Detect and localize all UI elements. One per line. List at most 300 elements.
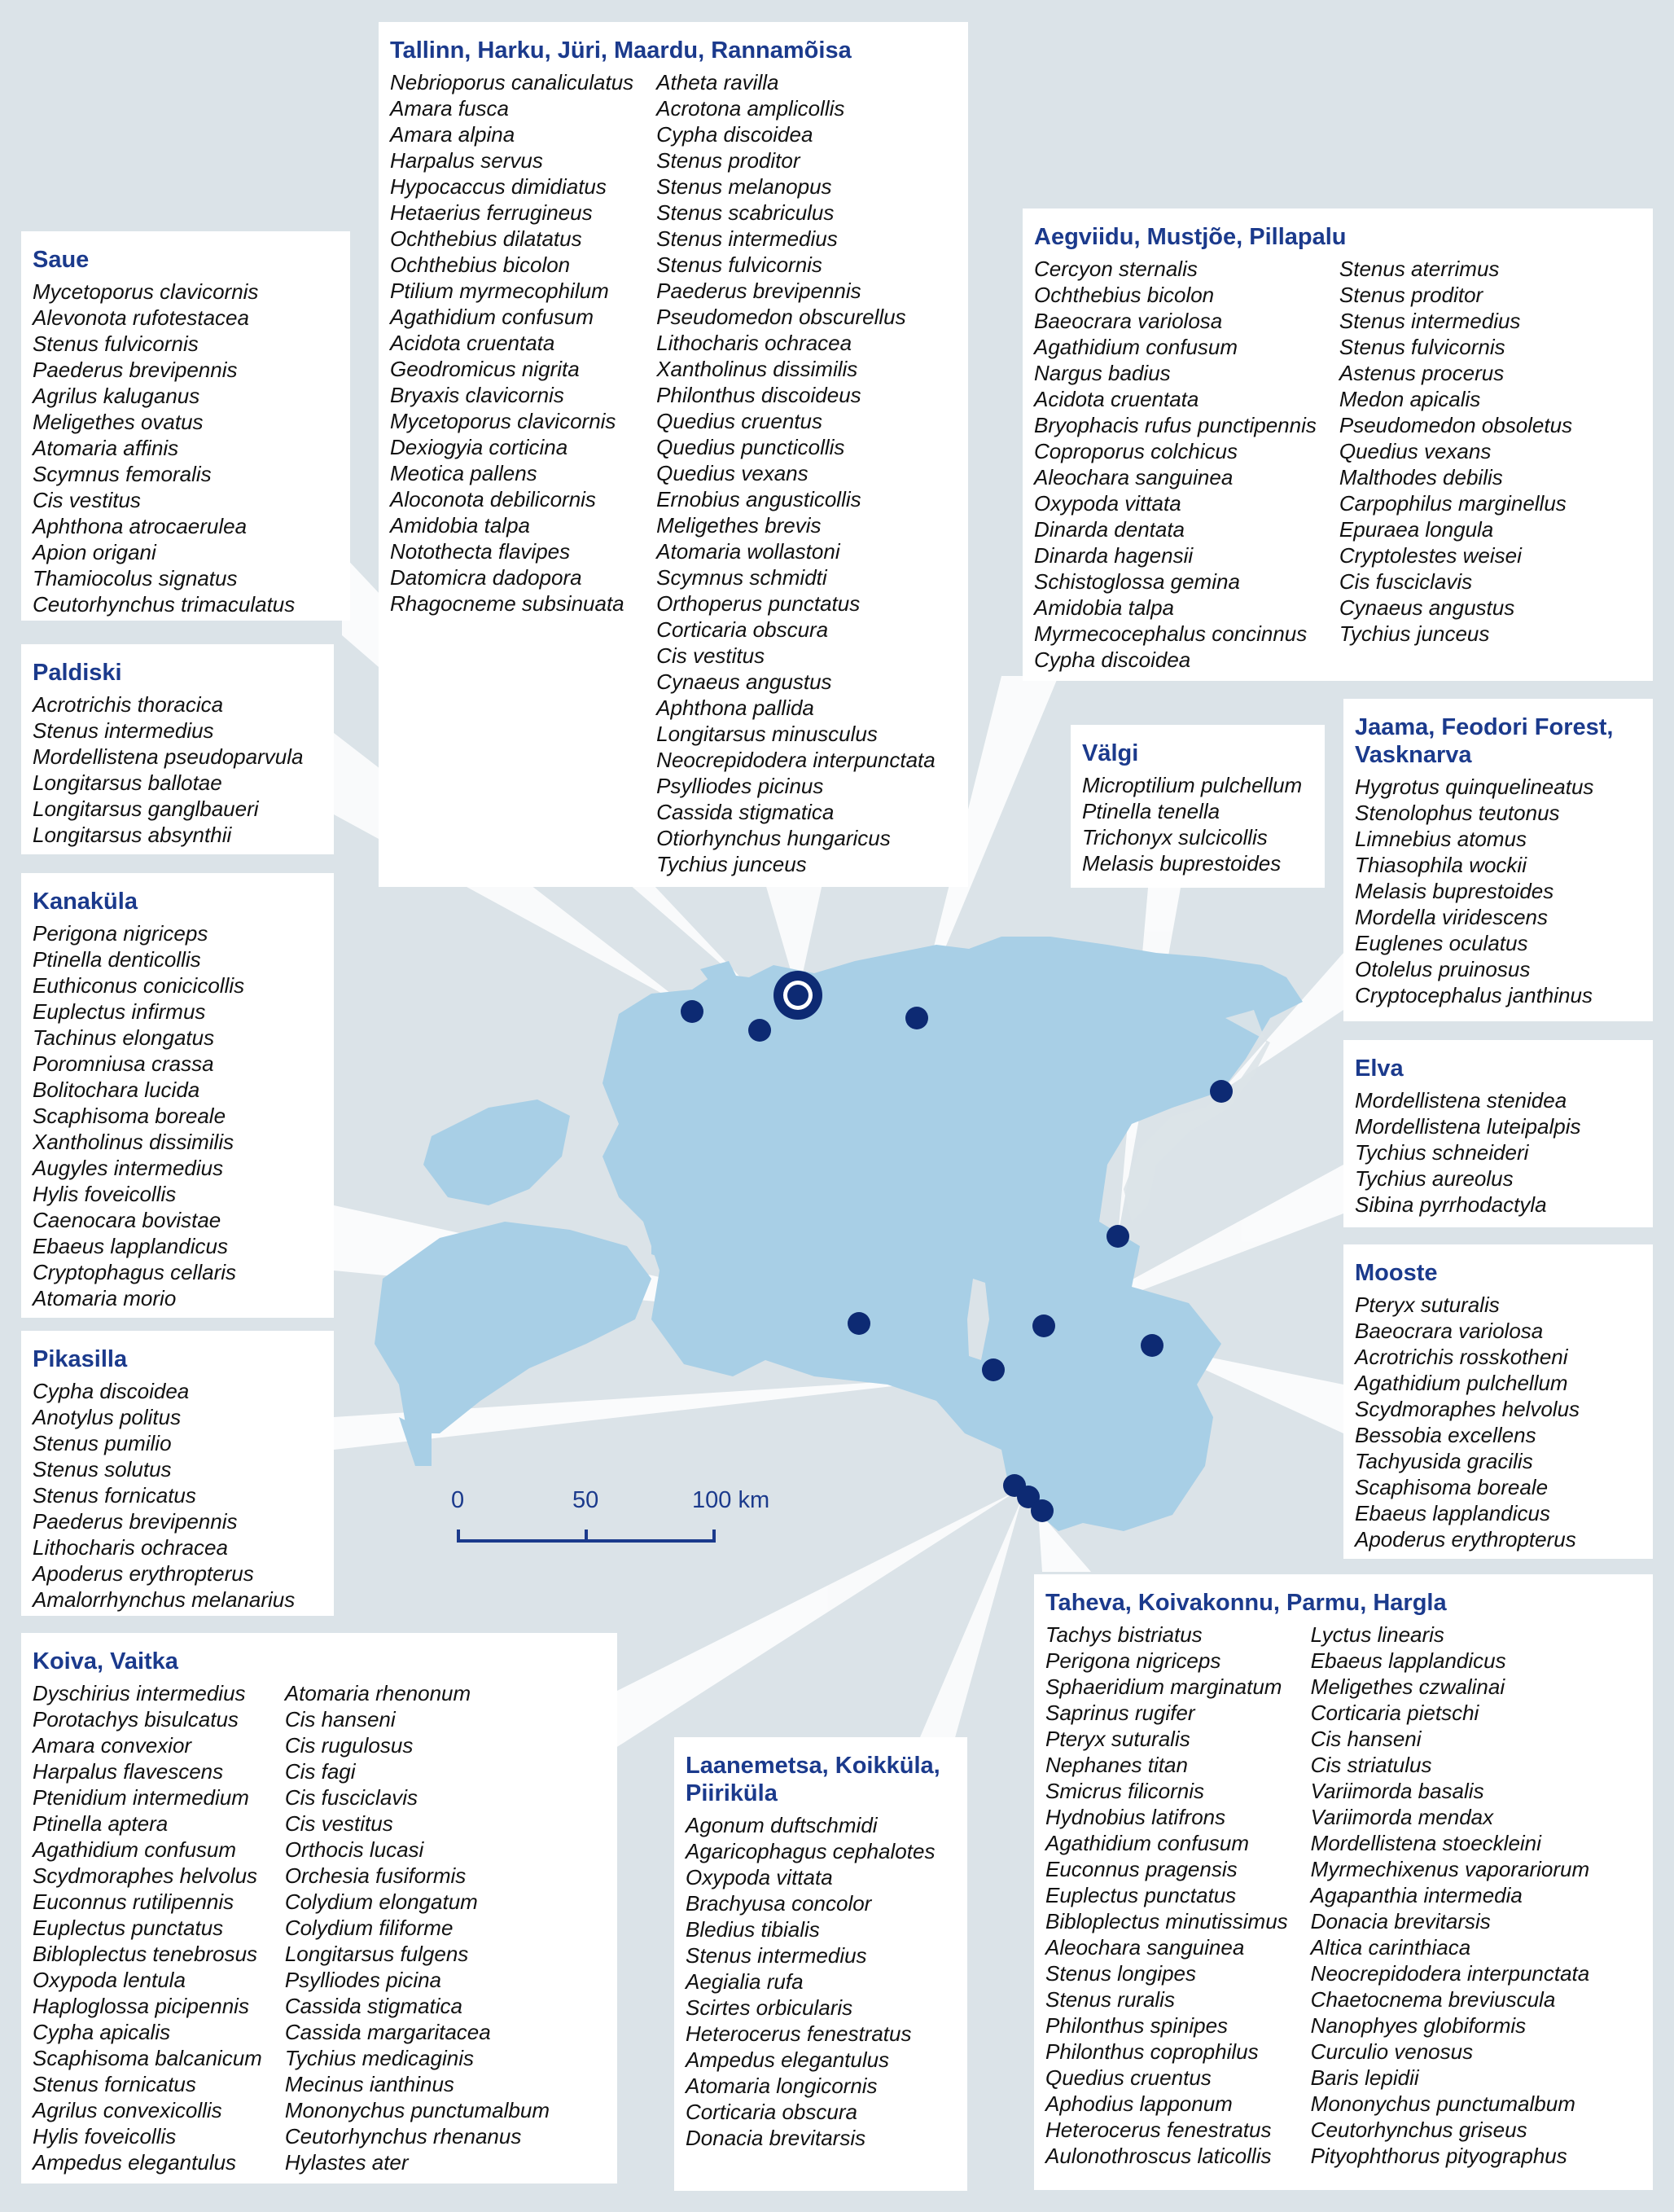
species-name: Acrotrichis thoracica (33, 692, 224, 717)
species-name: Amidobia talpa (1034, 595, 1174, 620)
species-columns (1355, 1087, 1641, 1218)
species-name: Mononychus punctumalbum (1310, 2091, 1575, 2116)
site-title: Koiva, Vaitka (33, 1648, 178, 1674)
hiiumaa-island (423, 1099, 570, 1205)
site-box-tallinn (379, 22, 968, 887)
species-name: Aleochara sanguinea (1045, 1935, 1245, 1960)
species-name: Mycetoporus clavicornis (390, 409, 616, 433)
species-name: Bessobia excellens (1355, 1423, 1536, 1447)
species-name: Stenus ruralis (1045, 1987, 1175, 2012)
site-title: Pikasilla (33, 1346, 128, 1372)
species-name: Pseudomedon obsoletus (1339, 413, 1573, 437)
species-name: Philonthus spinipes (1045, 2013, 1229, 2038)
species-column (1034, 256, 1317, 673)
marker-pikasilla[interactable] (982, 1358, 1005, 1381)
species-name: Acidota cruentata (390, 331, 555, 355)
species-name: Bibloplectus minutissimus (1045, 1909, 1288, 1933)
species-name: Atomaria wollastoni (656, 539, 840, 564)
species-name: Agaricophagus cephalotes (686, 1839, 936, 1863)
species-name: Apion origani (33, 540, 156, 564)
species-name: Amidobia talpa (390, 513, 530, 538)
species-name: Bryophacis rufus punctipennis (1034, 413, 1317, 437)
species-name: Cassida margaritacea (284, 2020, 491, 2044)
species-name: Hetaerius ferrugineus (390, 200, 593, 225)
site-title: Kanaküla (33, 889, 138, 915)
species-name: Acrotona amplicollis (656, 96, 845, 121)
species-name: Cypha discoidea (656, 122, 813, 147)
species-name: Ampedus elegantulus (686, 2047, 890, 2072)
species-name: Cis hanseni (1310, 1727, 1422, 1751)
species-name: Dexiogyia corticina (390, 435, 568, 459)
species-name: Paederus brevipennis (33, 1509, 238, 1534)
species-name: Euplectus infirmus (33, 999, 206, 1024)
marker-kanakula[interactable] (848, 1312, 870, 1335)
species-name: Perigona nigriceps (1045, 1648, 1221, 1673)
species-columns (33, 1378, 322, 1613)
species-name: Apoderus erythropterus (33, 1561, 254, 1586)
species-name: Cynaeus angustus (1339, 595, 1515, 620)
species-name: Orchesia fusiformis (284, 1863, 467, 1888)
marker-aegviidu[interactable] (905, 1007, 928, 1029)
species-name: Saprinus rugifer (1045, 1701, 1195, 1725)
species-name: Donacia brevitarsis (686, 2126, 866, 2150)
site-box-kanakula (21, 873, 334, 1318)
species-name: Notothecta flavipes (390, 539, 571, 564)
species-name: Euplectus punctatus (1045, 1883, 1237, 1907)
species-name: Ebaeus lapplandicus (1310, 1648, 1506, 1673)
scale-label-100km: 100 km (692, 1487, 770, 1513)
species-name: Donacia brevitarsis (1310, 1909, 1491, 1933)
site-box-pikasilla (21, 1331, 334, 1616)
species-name: Tychius schneideri (1355, 1140, 1529, 1165)
species-name: Atomaria affinis (33, 436, 179, 460)
species-name: Cis fagi (284, 1759, 356, 1784)
species-column (1355, 1292, 1580, 1552)
species-name: Longitarsus ganglbaueri (33, 797, 259, 821)
species-name: Hylis foveicollis (33, 2124, 177, 2148)
species-name: Acrotrichis rosskotheni (1355, 1345, 1568, 1369)
species-column (656, 69, 936, 877)
species-name: Agonum duftschmidi (686, 1813, 878, 1837)
species-name: Meligethes brevis (656, 513, 822, 538)
species-columns (1082, 772, 1313, 876)
species-name: Cryptophagus cellaris (33, 1260, 237, 1284)
species-column (1355, 774, 1593, 1008)
species-name: Stenus fulvicornis (33, 331, 199, 356)
species-name: Anotylus politus (33, 1405, 182, 1429)
site-box-koiva (21, 1633, 617, 2183)
species-name: Quedius puncticollis (656, 435, 845, 459)
species-name: Hylis foveicollis (33, 1182, 177, 1206)
species-name: Agathidium confusum (390, 305, 594, 329)
species-column (33, 920, 244, 1311)
species-column (1045, 1622, 1288, 2169)
species-name: Brachyusa concolor (686, 1891, 872, 1916)
species-name: Heterocerus fenestratus (1045, 2118, 1272, 2142)
species-name: Thiasophila wockii (1355, 853, 1527, 877)
species-name: Baeocrara variolosa (1355, 1319, 1544, 1343)
species-name: Tychius medicaginis (284, 2046, 474, 2070)
species-name: Ptinella denticollis (33, 947, 201, 972)
species-name: Ebaeus lapplandicus (1355, 1501, 1550, 1525)
species-name: Harpalus flavescens (33, 1759, 224, 1784)
species-name: Agrilus convexicollis (33, 2098, 222, 2122)
scale-bar (458, 1530, 714, 1543)
species-name: Stenus intermedius (33, 718, 214, 743)
species-name: Stenus proditor (656, 148, 800, 173)
species-name: Oxypoda vittata (686, 1865, 833, 1889)
species-name: Dinarda hagensii (1034, 543, 1194, 568)
species-name: Melasis buprestoides (1355, 879, 1554, 903)
species-name: Philonthus discoideus (656, 383, 861, 407)
species-name: Harpalus servus (390, 148, 543, 173)
site-title: Paldiski (33, 660, 122, 686)
mainland (603, 937, 1303, 1531)
species-columns (33, 691, 322, 848)
species-name: Agathidium confusum (33, 1837, 237, 1862)
species-name: Limnebius atomus (1355, 827, 1527, 851)
species-name: Baeocrara variolosa (1034, 309, 1223, 333)
species-name: Quedius cruentus (656, 409, 822, 433)
species-name: Longitarsus minusculus (656, 722, 878, 746)
site-box-aegviidu (1023, 208, 1653, 681)
species-name: Cassida stigmatica (284, 1994, 463, 2018)
species-columns (1355, 774, 1641, 1008)
species-name: Paederus brevipennis (656, 279, 861, 303)
species-name: Euconnus rutilipennis (33, 1889, 234, 1914)
species-name: Porotachys bisulcatus (33, 1707, 239, 1731)
species-columns (686, 1812, 956, 2151)
species-name: Agathidium confusum (1045, 1831, 1250, 1855)
species-name: Datomicra dadopora (390, 565, 582, 590)
species-name: Atheta ravilla (656, 70, 779, 94)
species-name: Corticaria pietschi (1310, 1701, 1479, 1725)
species-name: Dinarda dentata (1034, 517, 1185, 542)
species-name: Aphthona pallida (656, 696, 814, 720)
species-name: Cassida stigmatica (656, 800, 835, 824)
species-columns (1034, 256, 1641, 673)
site-title: Elva (1355, 1056, 1404, 1082)
species-name: Tachinus elongatus (33, 1025, 215, 1050)
species-name: Myrmecocephalus concinnus (1034, 621, 1308, 646)
species-name: Oxypoda vittata (1034, 491, 1181, 516)
species-name: Stenus solutus (33, 1457, 172, 1481)
species-column (1311, 1622, 1590, 2169)
species-name: Amara alpina (390, 122, 515, 147)
species-name: Xantholinus dissimilis (656, 357, 858, 381)
species-name: Euconnus pragensis (1045, 1857, 1238, 1881)
species-name: Rhagocneme subsinuata (390, 591, 624, 616)
species-name: Hygrotus quinquelineatus (1355, 775, 1594, 799)
species-name: Philonthus coprophilus (1045, 2039, 1259, 2064)
species-name: Ochthebius bicolon (390, 252, 571, 277)
species-columns (33, 279, 339, 617)
site-title: Saue (33, 247, 90, 273)
species-name: Alevonota rufotestacea (33, 305, 249, 330)
species-name: Quedius cruentus (1045, 2065, 1212, 2090)
species-name: Scaphisoma balcanicum (33, 2046, 262, 2070)
species-name: Cercyon sternalis (1034, 257, 1198, 281)
species-name: Scymnus schmidti (656, 565, 827, 590)
marker-tallinn-center (787, 985, 809, 1006)
species-name: Cis vestitus (284, 1811, 393, 1836)
species-column (390, 69, 633, 877)
species-name: Cryptolestes weisei (1339, 543, 1522, 568)
species-name: Psylliodes picinus (656, 774, 824, 798)
species-name: Agathidium pulchellum (1355, 1371, 1568, 1395)
species-name: Colydium filiforme (284, 1916, 454, 1940)
estonia-landmass (375, 937, 1303, 1531)
species-name: Cypha discoidea (33, 1379, 190, 1403)
species-name: Stenus aterrimus (1339, 257, 1500, 281)
species-name: Amara fusca (390, 96, 509, 121)
site-title: Tallinn, Harku, Jüri, Maardu, Rannamõisa (390, 37, 852, 64)
species-name: Melasis buprestoides (1082, 851, 1282, 876)
species-name: Neocrepidodera interpunctata (1310, 1961, 1590, 1986)
species-name: Myrmechixenus vaporariorum (1310, 1857, 1590, 1881)
species-name: Cis fusciclavis (1339, 569, 1473, 594)
species-name: Hydnobius latifrons (1045, 1805, 1226, 1829)
species-name: Mordella viridescens (1355, 905, 1548, 929)
species-name: Quedius vexans (1339, 439, 1492, 463)
species-name: Tachyusida gracilis (1355, 1449, 1533, 1473)
species-name: Ptinella aptera (33, 1811, 169, 1836)
species-name: Atomaria rhenonum (284, 1681, 471, 1705)
species-name: Scydmoraphes helvolus (33, 1863, 258, 1888)
species-name: Nargus badius (1034, 361, 1171, 385)
species-name: Curculio venosus (1310, 2039, 1474, 2064)
species-name: Ptinella tenella (1082, 799, 1220, 823)
species-name: Variimorda mendax (1310, 1805, 1494, 1829)
species-name: Mordellistena stenidea (1355, 1088, 1567, 1113)
species-name: Meligethes ovatus (33, 410, 204, 434)
marker-valgi[interactable] (1107, 1225, 1129, 1248)
species-name: Stenus intermedius (1339, 309, 1521, 333)
species-name: Baris lepidii (1310, 2065, 1419, 2090)
species-name: Ptenidium intermedium (33, 1785, 249, 1810)
species-name: Caenocara bovistae (33, 1208, 221, 1232)
species-name: Malthodes debilis (1339, 465, 1503, 489)
species-name: Ochthebius dilatatus (390, 226, 582, 251)
species-name: Variimorda basalis (1310, 1779, 1484, 1803)
species-column (33, 279, 295, 617)
species-name: Geodromicus nigrita (390, 357, 580, 381)
species-name: Aulonothroscus laticollis (1045, 2144, 1272, 2168)
species-name: Orthocis lucasi (284, 1837, 424, 1862)
species-name: Ernobius angusticollis (656, 487, 861, 511)
species-name: Ceutorhynchus griseus (1310, 2118, 1527, 2142)
species-columns (33, 1680, 606, 2175)
scale-label-0: 0 (451, 1487, 465, 1513)
species-name: Mordellistena stoeckleini (1310, 1831, 1541, 1855)
species-column (33, 1378, 295, 1613)
site-title: Laanemetsa, Koikküla, Piiriküla (686, 1753, 940, 1806)
site-title: Välgi (1082, 740, 1139, 766)
site-title: Mooste (1355, 1260, 1438, 1286)
species-name: Bledius tibialis (686, 1917, 820, 1942)
species-name: Ochthebius bicolon (1034, 283, 1215, 307)
species-name: Aphthona atrocaerulea (33, 514, 248, 538)
species-name: Euplectus punctatus (33, 1916, 224, 1940)
species-name: Chaetocnema breviuscula (1310, 1987, 1556, 2012)
species-columns (33, 920, 322, 1311)
species-name: Thamiocolus signatus (33, 566, 238, 590)
species-name: Tychius aureolus (1355, 1166, 1514, 1191)
species-name: Atomaria morio (33, 1286, 177, 1310)
species-column (1339, 256, 1572, 673)
species-name: Medon apicalis (1339, 387, 1481, 411)
species-name: Ceutorhynchus trimaculatus (33, 592, 296, 617)
species-name: Ceutorhynchus rhenanus (284, 2124, 522, 2148)
species-name: Agapanthia intermedia (1310, 1883, 1523, 1907)
species-columns (390, 69, 957, 877)
marker-jaama[interactable] (1210, 1080, 1233, 1103)
species-name: Cynaeus angustus (656, 669, 832, 694)
site-title: Aegviidu, Mustjõe, Pillapalu (1034, 224, 1347, 250)
species-name: Trichonyx sulcicollis (1082, 825, 1268, 849)
species-name: Bolitochara lucida (33, 1077, 200, 1102)
species-name: Ebaeus lapplandicus (33, 1234, 228, 1258)
species-name: Altica carinthiaca (1310, 1935, 1471, 1960)
species-name: Stenolophus teutonus (1355, 801, 1560, 825)
species-name: Stenus longipes (1045, 1961, 1197, 1986)
marker-elva[interactable] (1032, 1314, 1055, 1337)
species-name: Mononychus punctumalbum (284, 2098, 550, 2122)
marker-taheva[interactable] (1031, 1499, 1054, 1522)
species-name: Cis vestitus (656, 643, 765, 668)
species-name: Apoderus erythropterus (1355, 1527, 1576, 1551)
marker-mooste[interactable] (1141, 1334, 1163, 1357)
species-name: Stenus pumilio (33, 1431, 172, 1455)
species-name: Euthiconus conicicollis (33, 973, 245, 998)
species-name: Cis vestitus (33, 488, 141, 512)
species-name: Scaphisoma boreale (33, 1104, 226, 1128)
species-name: Astenus procerus (1339, 361, 1505, 385)
species-name: Corticaria obscura (656, 617, 829, 642)
species-name: Bibloplectus tenebrosus (33, 1942, 258, 1966)
species-name: Stenus fornicatus (33, 1483, 196, 1508)
species-name: Xantholinus dissimilis (33, 1130, 234, 1154)
species-name: Sibina pyrrhodactyla (1355, 1192, 1547, 1217)
species-name: Stenus scabriculus (656, 200, 835, 225)
species-name: Longitarsus ballotae (33, 770, 222, 795)
species-name: Meligethes czwalinai (1310, 1674, 1505, 1699)
species-name: Poromniusa crassa (33, 1051, 214, 1076)
species-name: Carpophilus marginellus (1339, 491, 1567, 516)
species-name: Aphodius lapponum (1045, 2091, 1233, 2116)
species-name: Tachys bistriatus (1045, 1622, 1203, 1647)
species-name: Quedius vexans (656, 461, 809, 485)
species-name: Stenus intermedius (686, 1943, 867, 1968)
species-column (1355, 1087, 1580, 1218)
species-name: Scymnus femoralis (33, 462, 212, 486)
species-name: Amalorrhynchus melanarius (33, 1587, 296, 1612)
species-name: Scydmoraphes helvolus (1355, 1397, 1580, 1421)
species-name: Mordellistena pseudoparvula (33, 744, 304, 769)
species-column (686, 1812, 935, 2151)
species-name: Paederus brevipennis (33, 358, 238, 382)
species-name: Cis fusciclavis (284, 1785, 418, 1810)
species-name: Mecinus ianthinus (284, 2072, 454, 2096)
species-name: Atomaria longicornis (686, 2074, 878, 2098)
species-name: Coproporus colchicus (1034, 439, 1238, 463)
scale-label-50: 50 (572, 1487, 599, 1513)
species-name: Stenus fulvicornis (1339, 335, 1505, 359)
species-name: Stenus fornicatus (33, 2072, 196, 2096)
species-name: Euglenes oculatus (1355, 931, 1528, 955)
species-name: Cis rugulosus (284, 1733, 414, 1758)
marker-saue[interactable] (748, 1019, 771, 1042)
species-name: Sphaeridium marginatum (1045, 1674, 1282, 1699)
species-name: Amara convexior (33, 1733, 192, 1758)
species-name: Bryaxis clavicornis (390, 383, 564, 407)
marker-paldiski[interactable] (681, 1000, 703, 1023)
species-name: Nephanes titan (1045, 1753, 1188, 1777)
species-column (1082, 772, 1302, 876)
site-box-jaama (1343, 699, 1653, 1021)
site-box-saue (21, 231, 350, 621)
site-box-valgi (1071, 725, 1325, 888)
species-name: Ptilium myrmecophilum (390, 279, 609, 303)
species-name: Oxypoda lentula (33, 1968, 186, 1992)
species-name: Pteryx suturalis (1355, 1293, 1500, 1317)
species-name: Haploglossa picipennis (33, 1994, 249, 2018)
species-name: Augyles intermedius (33, 1156, 224, 1180)
species-name: Longitarsus absynthii (33, 823, 232, 847)
species-name: Lyctus linearis (1310, 1622, 1444, 1647)
species-name: Smicrus filicornis (1045, 1779, 1205, 1803)
species-name: Microptilium pulchellum (1082, 773, 1303, 797)
species-name: Otiorhynchus hungaricus (656, 826, 891, 850)
species-columns (1045, 1622, 1641, 2169)
species-name: Neocrepidodera interpunctata (656, 748, 936, 772)
species-column (33, 1680, 262, 2175)
species-name: Pseudomedon obscurellus (656, 305, 906, 329)
species-name: Nebrioporus canaliculatus (390, 70, 634, 94)
species-name: Mycetoporus clavicornis (33, 279, 259, 304)
site-box-elva (1343, 1040, 1653, 1227)
species-name: Meotica pallens (390, 461, 537, 485)
species-name: Lithocharis ochracea (656, 331, 852, 355)
site-box-paldiski (21, 644, 334, 854)
species-name: Cypha discoidea (1034, 647, 1191, 672)
site-box-mooste (1343, 1244, 1653, 1559)
species-name: Aegialia rufa (686, 1969, 804, 1994)
species-name: Scaphisoma boreale (1355, 1475, 1549, 1499)
species-name: Stenus intermedius (656, 226, 838, 251)
species-name: Mordellistena luteipalpis (1355, 1114, 1581, 1139)
species-name: Cis striatulus (1310, 1753, 1432, 1777)
species-name: Stenus proditor (1339, 283, 1483, 307)
species-name: Aleochara sanguinea (1034, 465, 1234, 489)
species-name: Pityophthorus pityographus (1310, 2144, 1567, 2168)
species-name: Psylliodes picina (284, 1968, 442, 1992)
species-name: Acidota cruentata (1034, 387, 1199, 411)
species-columns (1355, 1292, 1641, 1552)
species-name: Hylastes ater (284, 2150, 409, 2175)
species-name: Schistoglossa gemina (1034, 569, 1240, 594)
species-name: Otolelus pruinosus (1355, 957, 1531, 981)
species-name: Agathidium confusum (1034, 335, 1238, 359)
species-name: Pteryx suturalis (1045, 1727, 1190, 1751)
species-name: Ampedus elegantulus (33, 2150, 237, 2175)
species-name: Dyschirius intermedius (33, 1681, 246, 1705)
species-column (33, 691, 303, 848)
species-name: Tychius junceus (1339, 621, 1490, 646)
species-name: Corticaria obscura (686, 2100, 857, 2124)
species-name: Cis hanseni (284, 1707, 396, 1731)
species-name: Stenus melanopus (656, 174, 832, 199)
